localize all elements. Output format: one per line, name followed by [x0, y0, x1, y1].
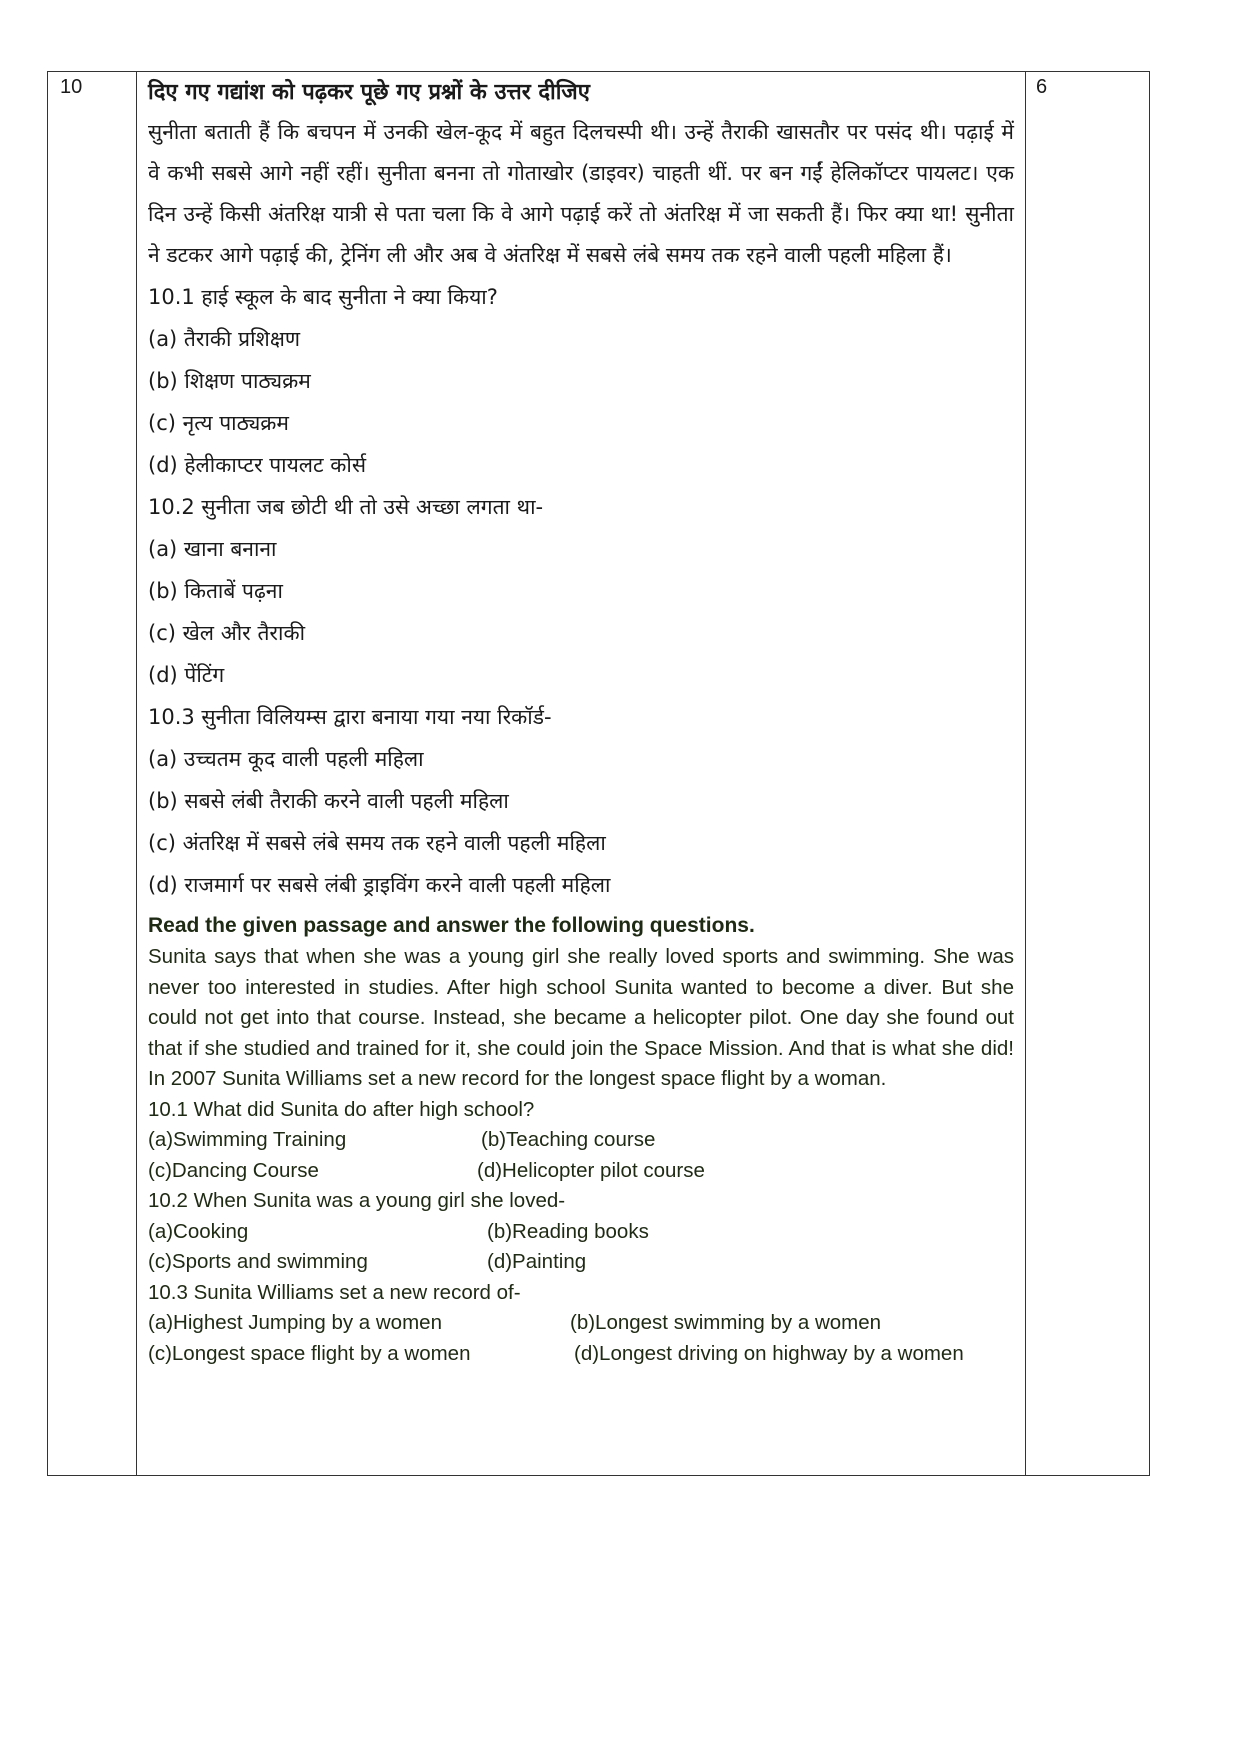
hindi-option: (b) सबसे लंबी तैराकी करने वाली पहली महिला: [148, 789, 509, 813]
hindi-option: (c) खेल और तैराकी: [148, 621, 306, 645]
question-number: 10: [60, 76, 83, 98]
english-option-row: [148, 1247, 1014, 1278]
hindi-option: (a) तैराकी प्रशिक्षण: [148, 327, 301, 351]
hindi-option: (d) पेंटिंग: [148, 663, 225, 687]
english-option-row: [148, 1156, 1014, 1187]
english-question-2: 10.2 When Sunita was a young girl she loved-: [148, 1189, 566, 1212]
hindi-question-2: 10.2 सुनीता जब छोटी थी तो उसे अच्छा लगता था-: [148, 495, 544, 519]
english-question-3: 10.3 Sunita Williams set a new record of-: [148, 1280, 521, 1304]
english-option: (a)Highest Jumping by a women: [148, 1311, 442, 1334]
english-option: (c)Sports and swimming: [148, 1250, 368, 1273]
english-question-1: 10.1 What did Sunita do after high school?: [148, 1097, 535, 1121]
column-divider: [1025, 72, 1026, 1475]
english-option: (c)Longest space flight by a women: [148, 1341, 471, 1365]
hindi-option: (b) किताबें पढ़ना: [148, 579, 283, 603]
english-option-row: [148, 1125, 1014, 1156]
english-option-row: [148, 1339, 1014, 1370]
english-option: (d)Helicopter pilot course: [477, 1158, 705, 1182]
column-divider: [136, 72, 137, 1475]
hindi-heading: दिए गए गद्यांश को पढ़कर पूछे गए प्रश्नों के उत्तर दीजिए: [148, 80, 590, 105]
question-table: [47, 71, 1150, 1476]
question-content: [148, 74, 1014, 1369]
english-option-row: [148, 1217, 1014, 1248]
english-option: (d)Painting: [487, 1250, 587, 1273]
question-marks: 6: [1036, 76, 1048, 98]
hindi-option: (b) शिक्षण पाठ्यक्रम: [148, 369, 311, 393]
english-option: (d)Longest driving on highway by a women: [574, 1341, 964, 1365]
english-option-row: [148, 1308, 1014, 1339]
hindi-option: (d) राजमार्ग पर सबसे लंबी ड्राइविंग करने वाली पहली महिला: [148, 873, 611, 897]
english-option: (b)Teaching course: [481, 1128, 656, 1151]
hindi-option: (d) हेलीकाप्टर पायलट कोर्स: [148, 453, 367, 477]
hindi-question-1: 10.1 हाई स्कूल के बाद सुनीता ने क्या किया?: [148, 285, 498, 309]
english-option: (a)Swimming Training: [148, 1128, 347, 1151]
hindi-question-3: 10.3 सुनीता विलियम्स द्वारा बनाया गया नया रिकॉर्ड-: [148, 705, 552, 729]
english-heading: Read the given passage and answer the following questions.: [148, 914, 755, 937]
hindi-option: (c) नृत्य पाठ्यक्रम: [148, 411, 289, 435]
hindi-passage: सुनीता बताती हैं कि बचपन में उनकी खेल-कूद में बहुत दिलचस्पी थी। उन्हें तैराकी खासतौर पर पसंद थी। पढ़ाई में वे कभी सबसे आगे नहीं रहीं। सुनीता बनना तो गोताखोर (डाइवर) चाहती थीं. पर बन गईं हेलिकॉप्टर पायलट। एक दिन उन्हें किसी अंतरिक्ष यात्री से पता चला कि वे आगे पढ़ाई करें तो अंतरिक्ष में जा सकती हैं। फिर क्या था! सुनीता ने डटकर आगे पढ़ाई की, ट्रेनिंग ली और अब वे अंतरिक्ष में सबसे लंबे समय तक रहने वाली पहली महिला हैं।: [148, 120, 1014, 267]
english-passage: Sunita says that when she was a young girl she really loved sports and swimming. She was never too interested in studies. After high school Sunita wanted to become a diver. But she could not get into that course. Instead, she became a helicopter pilot. One day she found out that if she studied and trained for it, she could join the Space Mission. And that is what she did! In 2007 Sunita Williams set a new record for the longest space flight by a woman.: [148, 945, 1014, 1090]
english-option: (b)Reading books: [487, 1219, 649, 1243]
hindi-option: (a) उच्चतम कूद वाली पहली महिला: [148, 747, 424, 771]
hindi-option: (a) खाना बनाना: [148, 537, 277, 561]
english-option: (a)Cooking: [148, 1219, 249, 1243]
english-option: (c)Dancing Course: [148, 1158, 319, 1182]
english-option: (b)Longest swimming by a women: [570, 1311, 882, 1334]
hindi-option: (c) अंतरिक्ष में सबसे लंबे समय तक रहने वाली पहली महिला: [148, 831, 606, 855]
